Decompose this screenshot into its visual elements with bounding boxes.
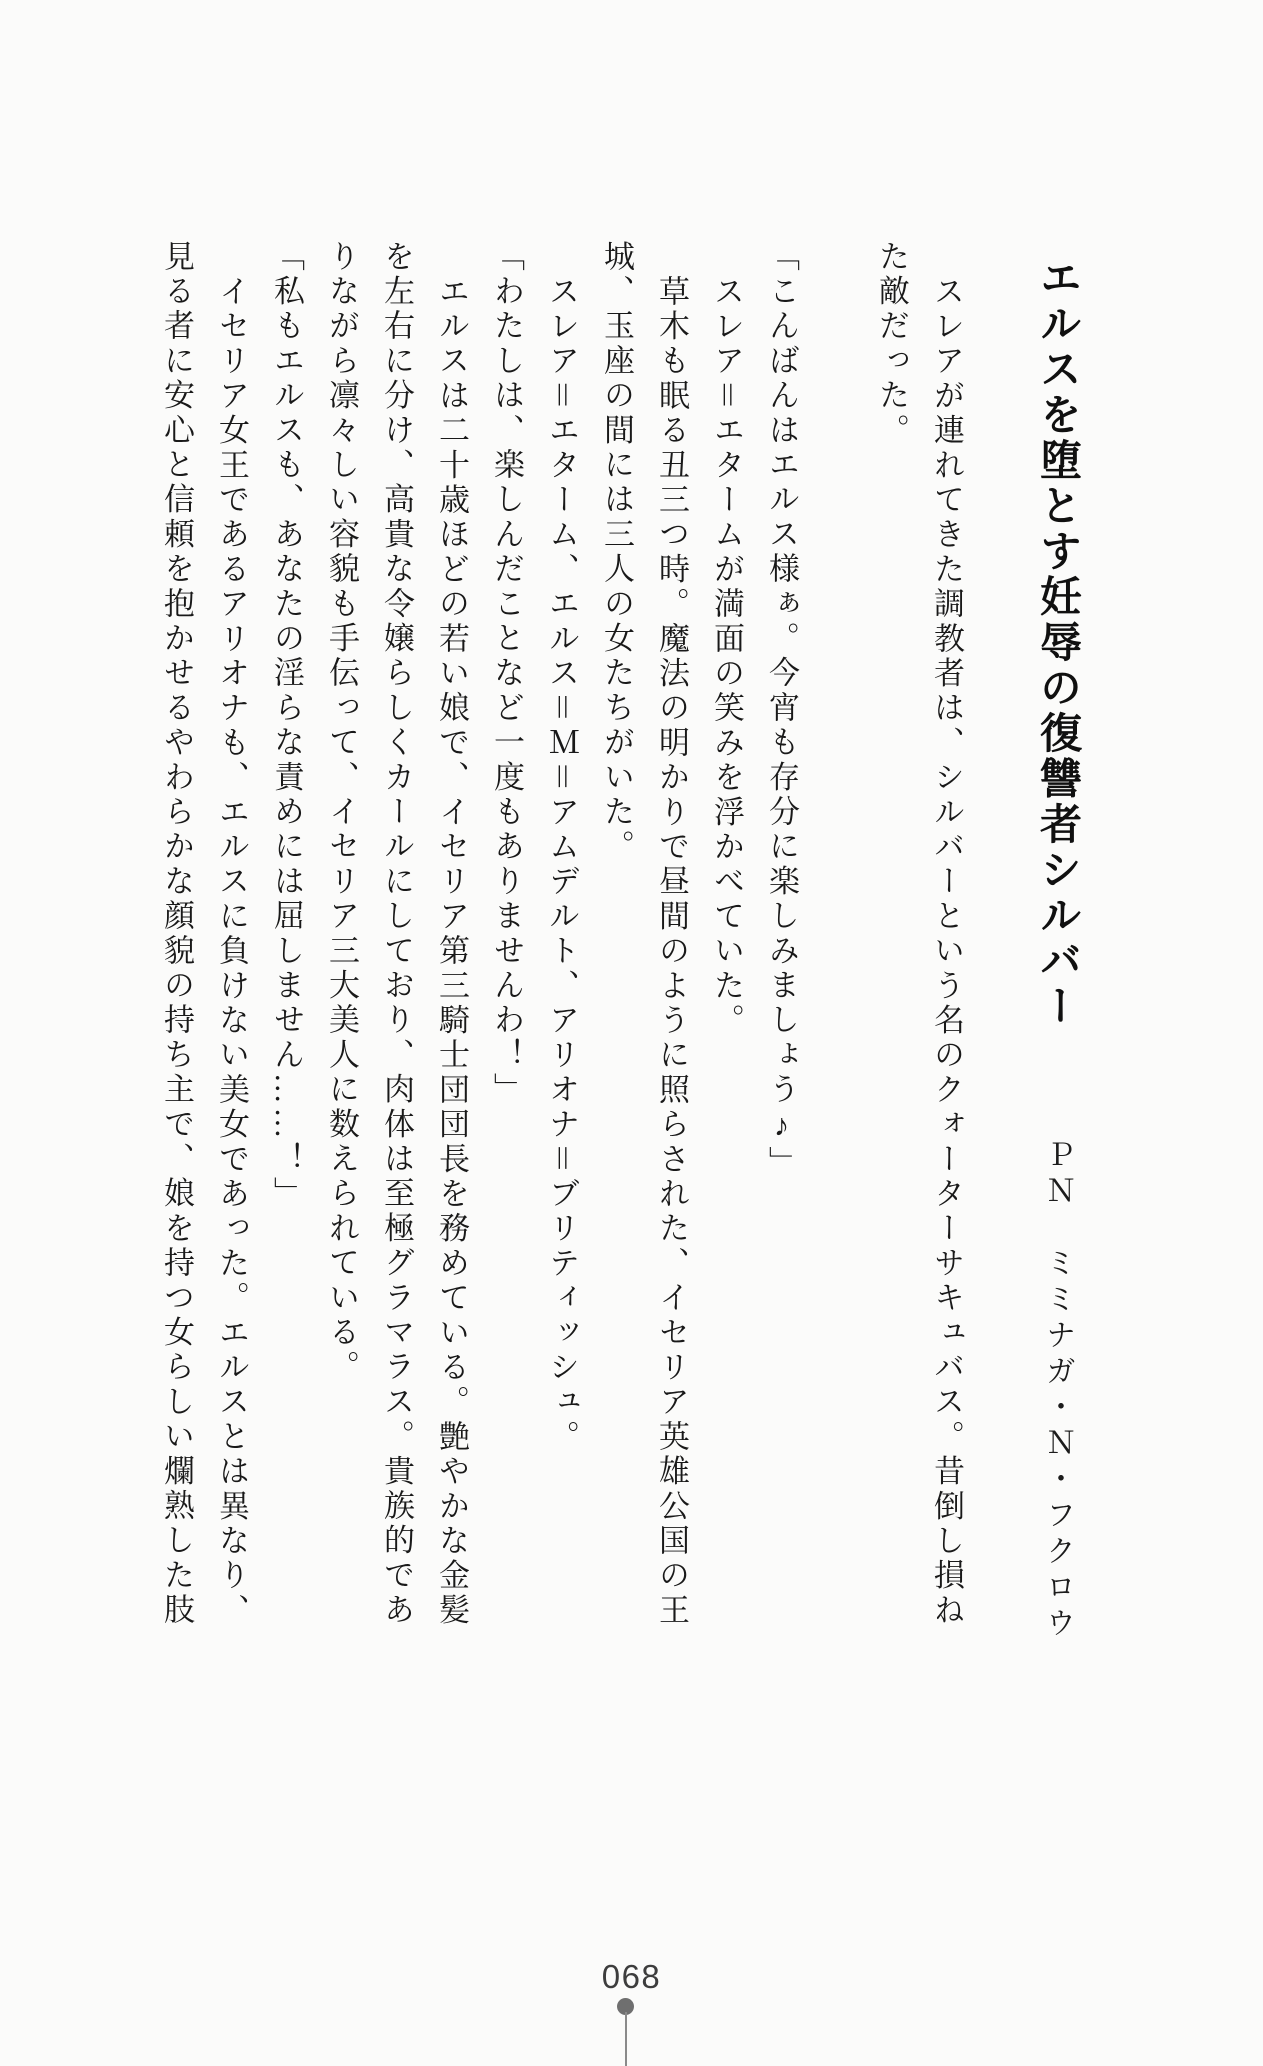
text-column: 「わたしは、楽しんだことなど一度もありませんわ！」	[489, 240, 524, 1108]
text-column: 城、玉座の間には三人の女たちがいた。	[599, 240, 634, 865]
text-column: 見る者に安心と信頼を抱かせるやわらかな顔貌の持ち主で、娘を持つ女らしい爛熟した肢	[159, 240, 194, 1628]
text-column: た敵だった。	[874, 240, 909, 449]
page-number: 068	[601, 1958, 662, 1995]
text-column: りながら凛々しい容貌も手伝って、イセリア三大美人に数えられている。	[324, 240, 359, 1386]
author-pen-name: ＰＮ ミミナガ・Ｎ・フクロウ	[1041, 1138, 1074, 1643]
text-column: スレアが連れてきた調教者は、シルバーという名のクォーターサキュバス。昔倒し損ね	[929, 274, 964, 1628]
page-footer	[0, 1958, 1263, 2066]
column-spacer	[974, 240, 1029, 1632]
column-spacer	[809, 240, 864, 1632]
footer-line-ornament	[625, 2012, 627, 2066]
text-column: スレア＝エターム、エルス＝Ｍ＝アムデルト、アリオナ＝ブリティッシュ。	[544, 274, 579, 1455]
chapter-title-column	[1029, 240, 1085, 1643]
text-column: イセリア女王であるアリオナも、エルスに負けない美女であった。エルスとは異なり、	[214, 274, 249, 1628]
text-column: を左右に分け、高貴な令嬢らしくカールにしており、肉体は至極グラマラス。貴族的であ	[379, 240, 414, 1628]
text-column: エルスは二十歳ほどの若い娘で、イセリア第三騎士団団長を務めている。艶やかな金髪	[434, 274, 469, 1628]
page-text-flow	[149, 240, 1085, 1643]
text-column: スレア＝エタームが満面の笑みを浮かべていた。	[709, 274, 744, 1039]
text-column: 「こんばんはエルス様ぁ。今宵も存分に楽しみましょう♪」	[764, 240, 799, 1181]
text-column: 「私もエルスも、あなたの淫らな責めには屈しません……！」	[269, 240, 304, 1212]
text-column: 草木も眠る丑三つ時。魔法の明かりで昼間のように照らされた、イセリア英雄公国の王	[654, 274, 689, 1628]
chapter-title: エルスを堕とす妊辱の復讐者シルバー	[1034, 256, 1080, 1030]
